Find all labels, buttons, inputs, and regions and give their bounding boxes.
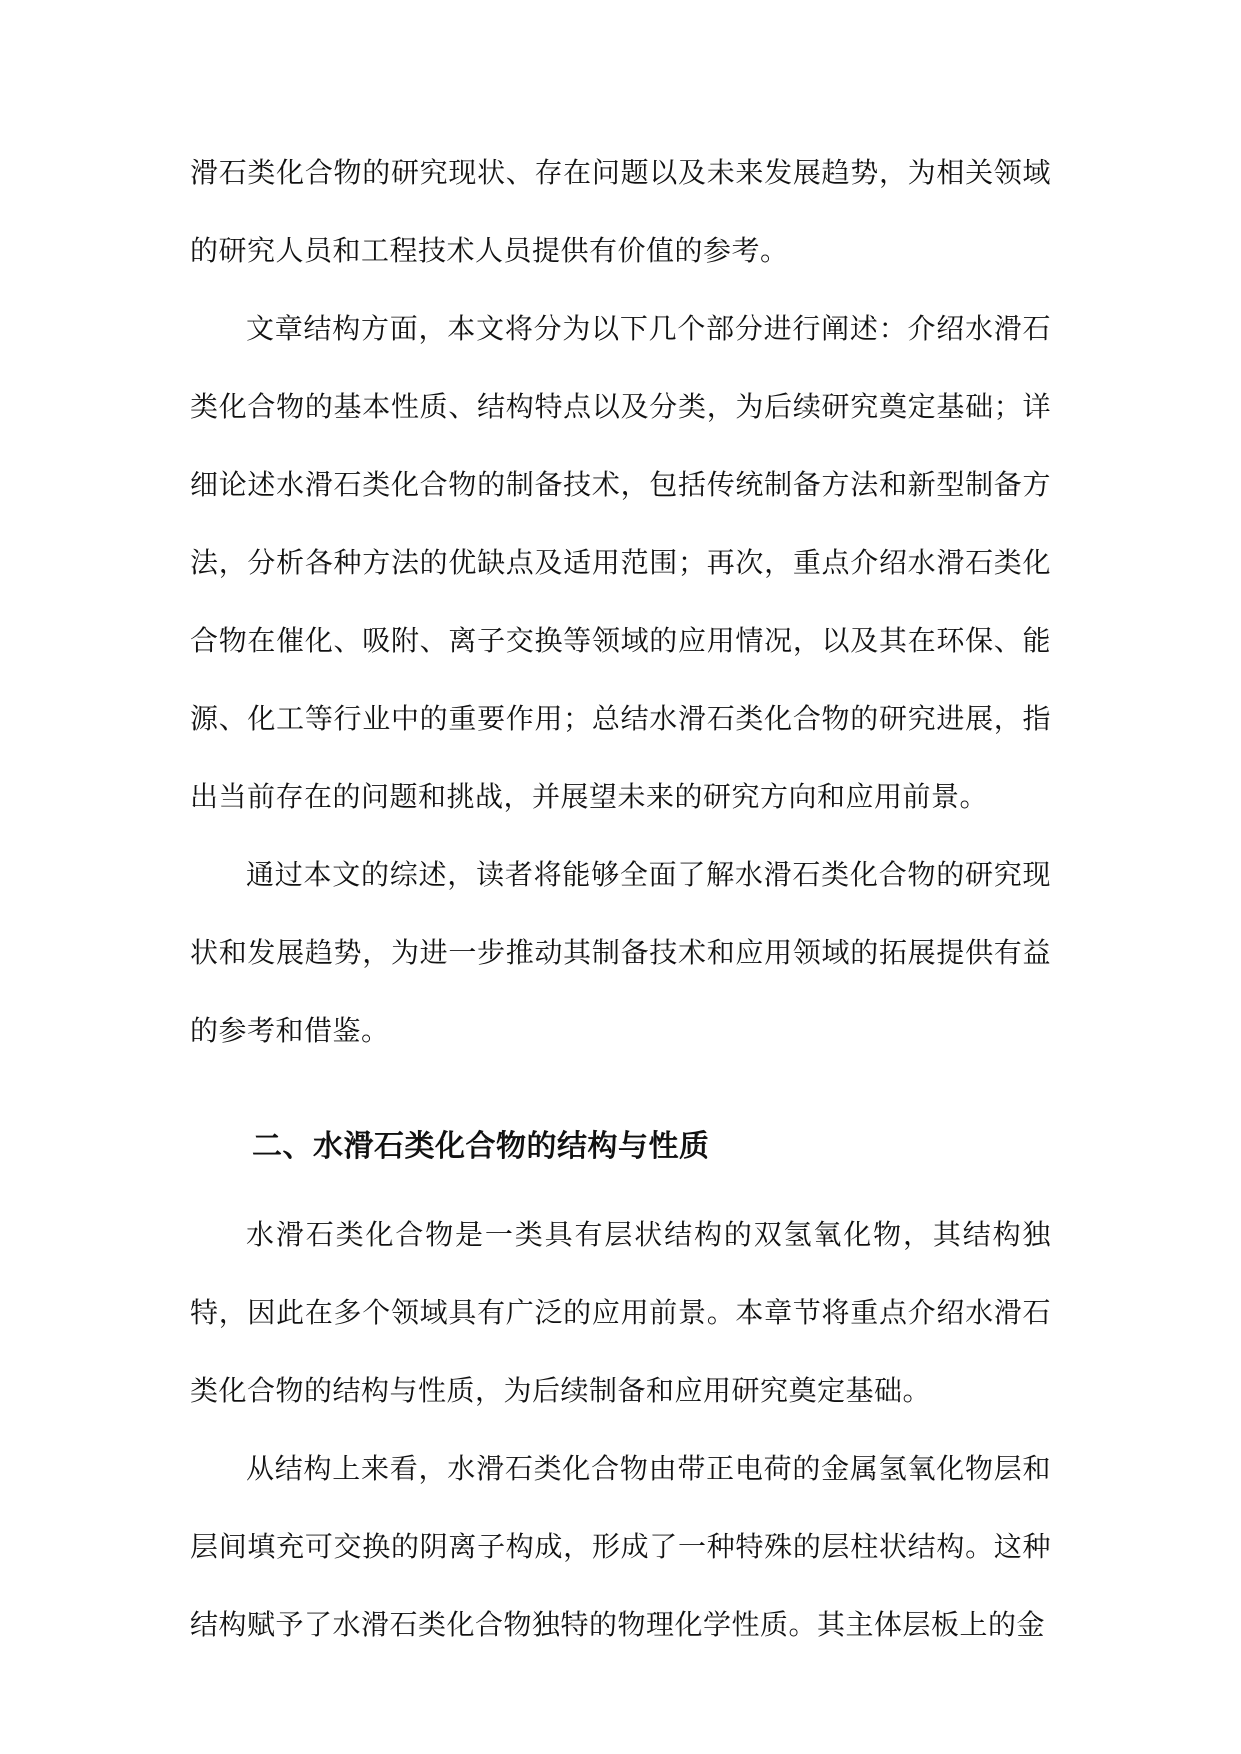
section-heading: 二、水滑石类化合物的结构与性质 <box>252 1129 710 1164</box>
paragraph-review-summary: 通过本文的综述，读者将能够全面了解水滑石类化合物的研究现状和发展趋势，为进一步推动其制备技术和应用领域的拓展提供有益的参考和借鉴。 <box>190 858 1051 1047</box>
paragraph-continued: 滑石类化合物的研究现状、存在问题以及未来发展趋势，为相关领域的研究人员和工程技术人员提供有价值的参考。 <box>190 156 1051 267</box>
paragraph-section-intro: 水滑石类化合物是一类具有层状结构的双氢氧化物，其结构独特，因此在多个领域具有广泛的应用前景。本章节将重点介绍水滑石类化合物的结构与性质，为后续制备和应用研究奠定基础。 <box>190 1218 1051 1407</box>
paragraph-structure-description: 从结构上来看，水滑石类化合物由带正电荷的金属氢氧化物层和层间填充可交换的阴离子构成，形成了一种特殊的层柱状结构。这种结构赋予了水滑石类化合物独特的物理化学性质。其主体层板上的金 <box>190 1452 1051 1641</box>
paragraph-article-structure: 文章结构方面，本文将分为以下几个部分进行阐述：介绍水滑石类化合物的基本性质、结构特点以及分类，为后续研究奠定基础；详细论述水滑石类化合物的制备技术，包括传统制备方法和新型制备方法，分析各种方法的优缺点及适用范围；再次，重点介绍水滑石类化合物在催化、吸附、离子交换等领域的应用情况，以及其在环保、能源、化工等行业中的重要作用；总结水滑石类化合物的研究进展，指出当前存在的问题和挑战，并展望未来的研究方向和应用前景。 <box>190 312 1051 813</box>
document-body <box>190 134 1051 1664</box>
